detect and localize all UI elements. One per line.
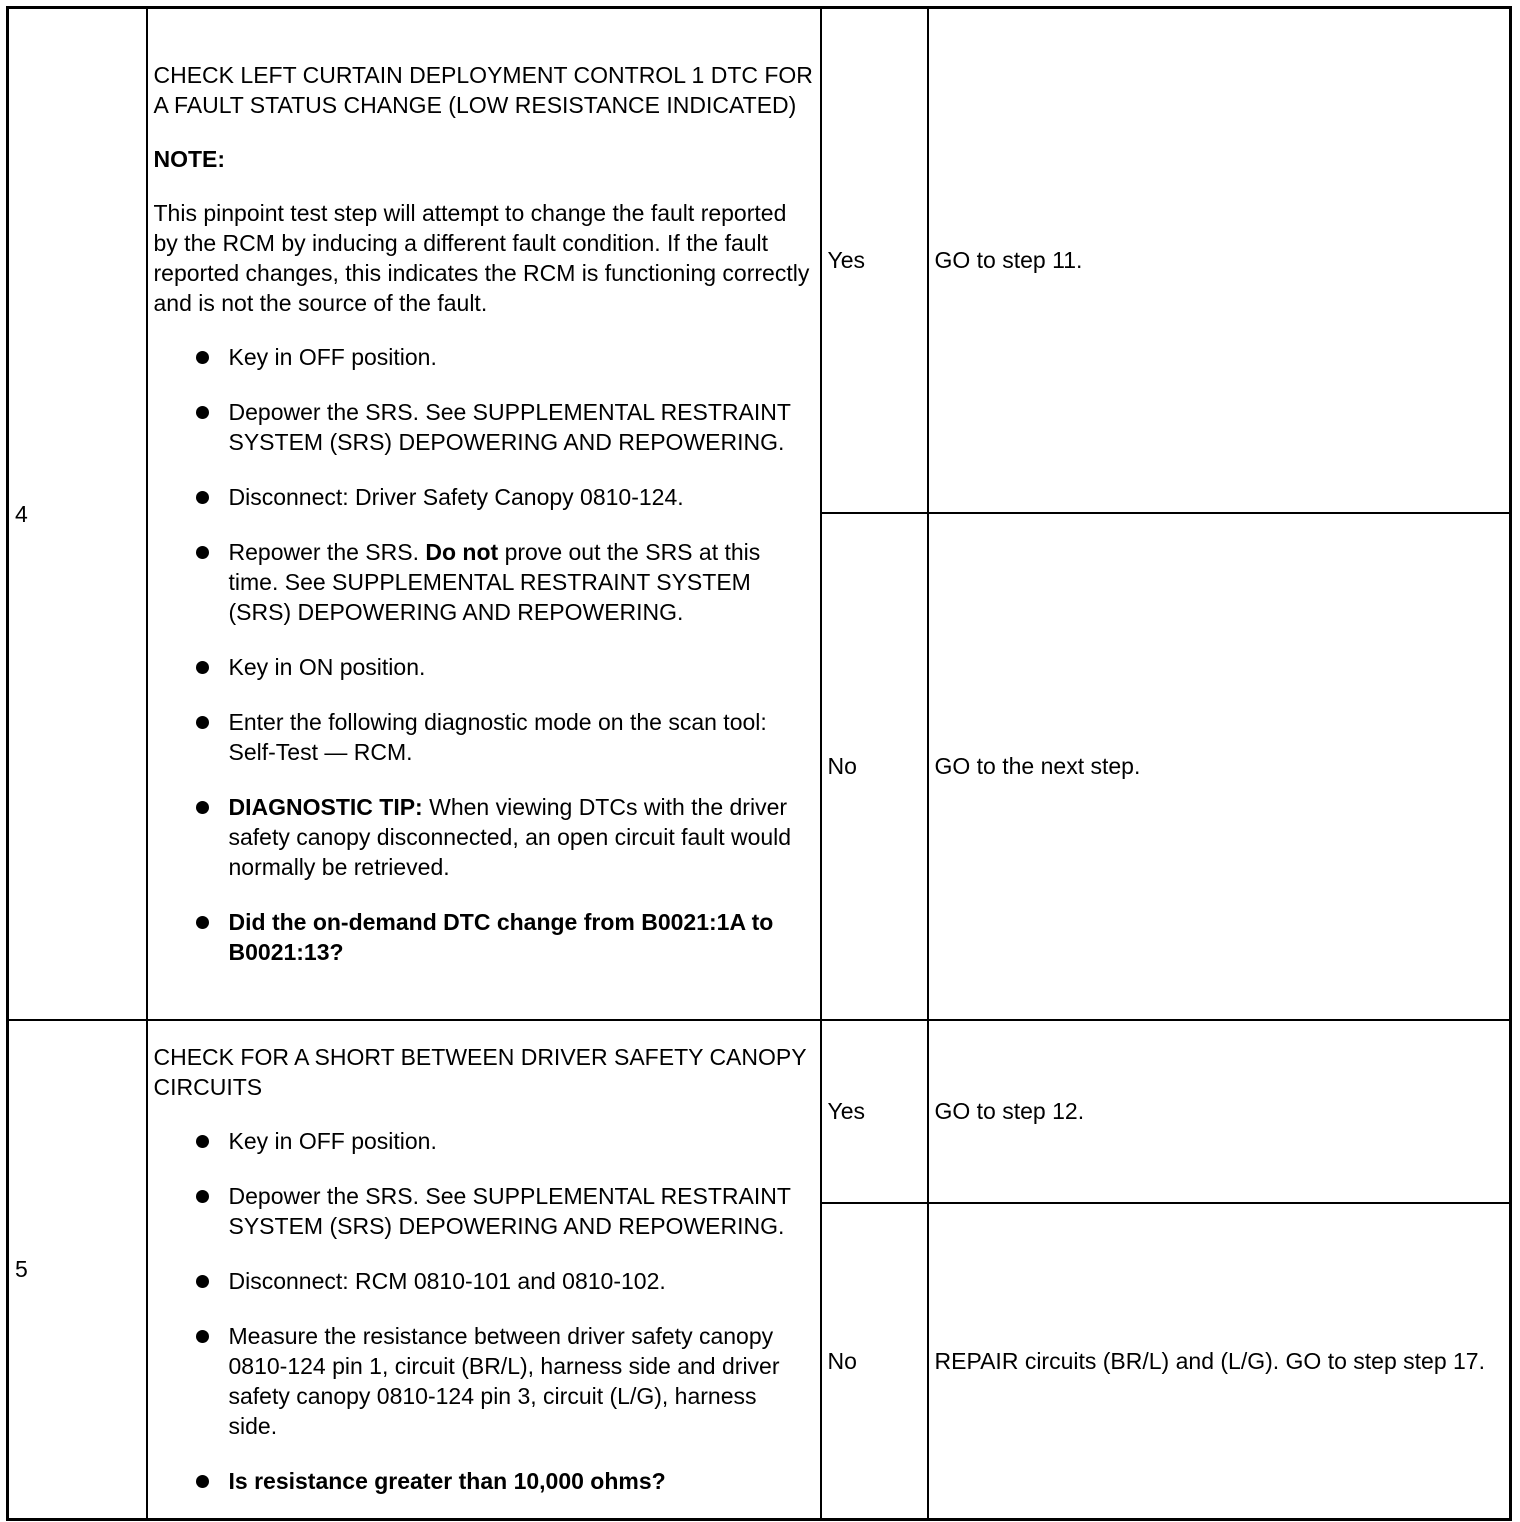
answer-no: No: [821, 513, 928, 1020]
diagnostic-table: [6, 6, 1512, 1521]
note-label: NOTE:: [153, 146, 226, 173]
answer-yes: Yes: [821, 1020, 928, 1203]
instruction-item: Depower the SRS. See SUPPLEMENTAL RESTRAINT SYSTEM (SRS) DEPOWERING AND REPOWERING.: [229, 1181, 814, 1241]
instruction-item: Key in OFF position.: [229, 1126, 814, 1156]
action-yes: GO to step 12.: [928, 1020, 1511, 1203]
step-4-procedure: [147, 8, 821, 1020]
diagnostic-tip-label: DIAGNOSTIC TIP:: [228, 794, 423, 821]
step-4-yes-row: [8, 8, 1511, 513]
step-5-procedure: [147, 1020, 821, 1520]
instruction-item: Key in OFF position.: [229, 342, 814, 372]
instruction-text: Repower the SRS.: [228, 539, 426, 566]
step-question: Did the on-demand DTC change from B0021:1A to B0021:13?: [229, 907, 814, 967]
instruction-list: [154, 1126, 814, 1496]
instruction-item: [229, 537, 814, 627]
note-text: This pinpoint test step will attempt to change the fault reported by the RCM by inducing a different fault condition. If the fault reported changes, this indicates the RCM is functioning correctly and is not the source of the fault.: [153, 200, 810, 317]
action-yes: GO to step 11.: [928, 8, 1511, 513]
step-5-yes-row: [8, 1020, 1511, 1203]
step-question: Is resistance greater than 10,000 ohms?: [229, 1466, 814, 1496]
answer-yes: Yes: [821, 8, 928, 513]
instruction-item: Enter the following diagnostic mode on the scan tool: Self-Test — RCM.: [229, 707, 814, 767]
instruction-item: Disconnect: Driver Safety Canopy 0810-124.: [229, 482, 814, 512]
action-no: REPAIR circuits (BR/L) and (L/G). GO to step step 17.: [928, 1203, 1511, 1520]
instruction-item: Key in ON position.: [229, 652, 814, 682]
answer-no: No: [821, 1203, 928, 1520]
step-title: CHECK LEFT CURTAIN DEPLOYMENT CONTROL 1 DTC FOR A FAULT STATUS CHANGE (LOW RESISTANCE INDICATED): [153, 62, 813, 119]
step-title: CHECK FOR A SHORT BETWEEN DRIVER SAFETY CANOPY CIRCUITS: [153, 1044, 807, 1101]
instruction-item: [229, 792, 814, 882]
instruction-item: Depower the SRS. See SUPPLEMENTAL RESTRAINT SYSTEM (SRS) DEPOWERING AND REPOWERING.: [229, 397, 814, 457]
action-no: GO to the next step.: [928, 513, 1511, 1020]
instruction-list: [154, 342, 814, 967]
instruction-text: prove out the SRS at this time. See SUPPLEMENTAL RESTRAINT SYSTEM (SRS) DEPOWERING AND REPOWERING.: [228, 539, 761, 626]
emphasis-text: Do not: [425, 539, 499, 566]
step-number: 4: [8, 8, 147, 1020]
instruction-item: Measure the resistance between driver safety canopy 0810-124 pin 1, circuit (BR/L), harness side and driver safety canopy 0810-124 pin 3, circuit (L/G), harness side.: [229, 1321, 814, 1441]
diagnostic-tip-text: When viewing DTCs with the driver safety canopy disconnected, an open circuit fault would normally be retrieved.: [228, 794, 792, 881]
step-number: 5: [8, 1020, 147, 1520]
instruction-item: Disconnect: RCM 0810-101 and 0810-102.: [229, 1266, 814, 1296]
